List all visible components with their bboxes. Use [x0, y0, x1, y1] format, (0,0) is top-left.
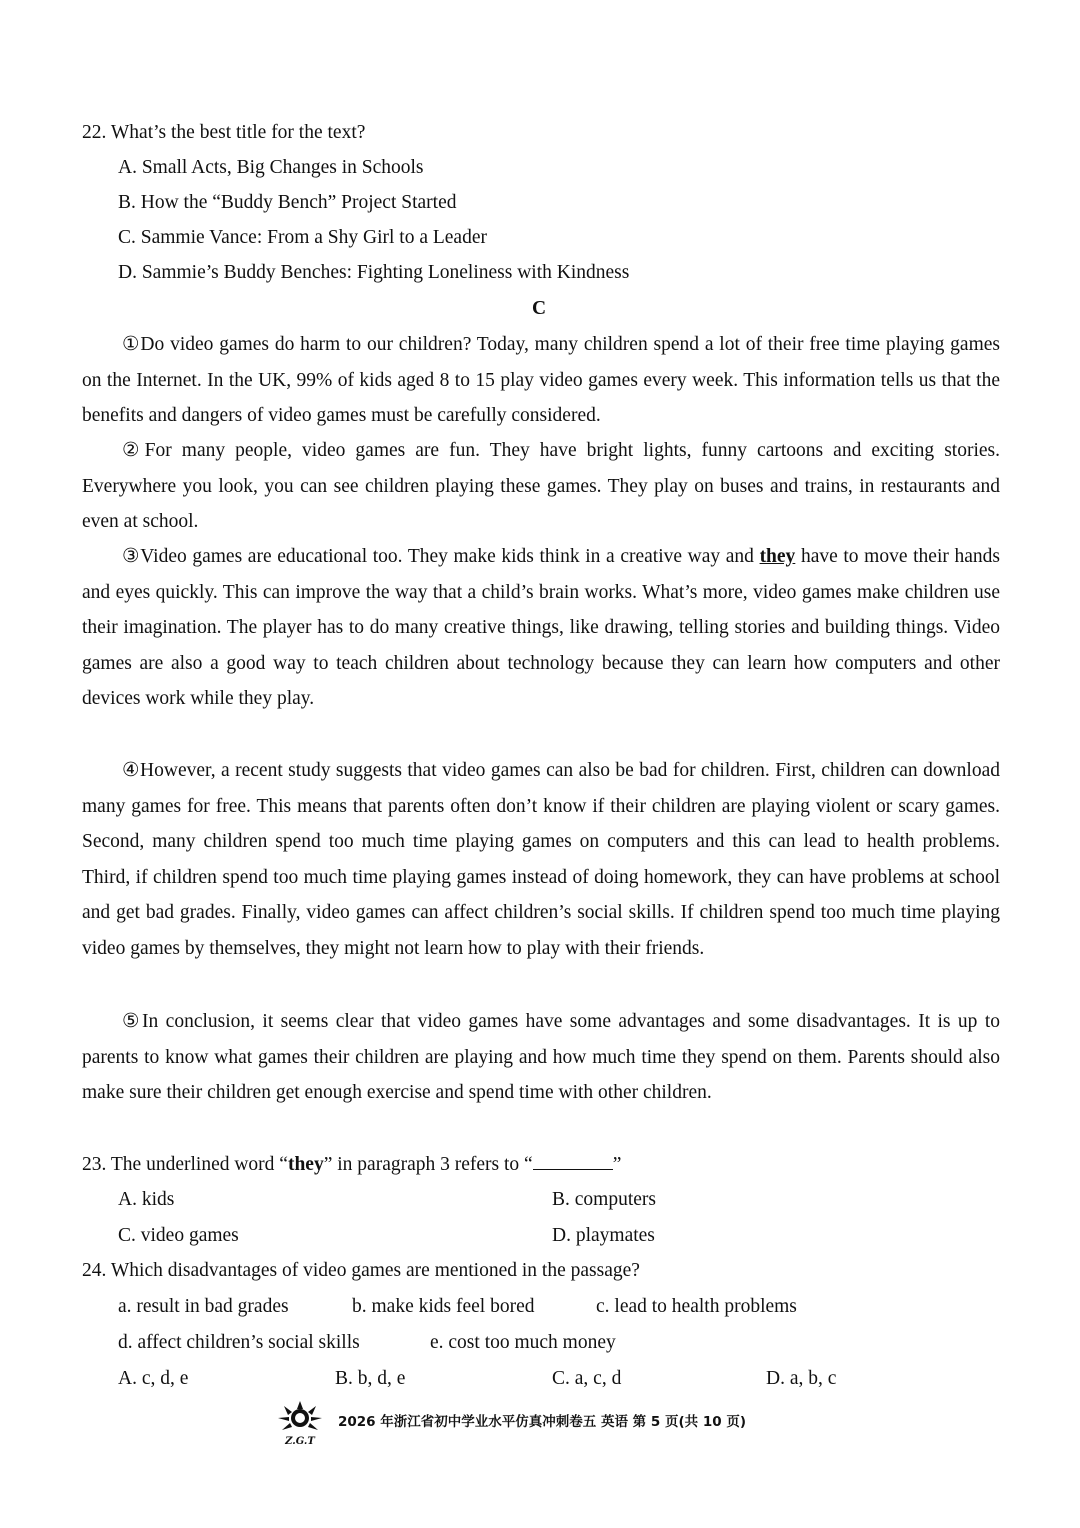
question-24-stem: 24. Which disadvantages of video games are mentioned in the passage? — [82, 1260, 640, 1281]
question-24-item-c: c. lead to health problems — [596, 1296, 797, 1317]
question-23-option-d: D. playmates — [552, 1225, 655, 1246]
paragraph-1: ①Do video games do harm to our children? Today, many children spend a lot of their free time playing games on the Internet. In the UK, 99% of kids aged 8 to 15 play video games every week. This information tells us that the benefits and dangers of video games must be carefully considered. — [82, 334, 1000, 427]
publisher-logo-icon — [270, 1398, 330, 1448]
paragraph-3-text-before: ③Video games are educational too. They make kids think in a creative way and — [122, 546, 760, 567]
question-22-option-d: D. Sammie’s Buddy Benches: Fighting Loneliness with Kindness — [118, 262, 630, 283]
question-24-option-a: A. c, d, e — [118, 1368, 189, 1389]
question-23-keyword: they — [287, 1154, 324, 1175]
paragraph-3 — [82, 539, 1000, 717]
underlined-word-they: they — [759, 546, 796, 567]
question-24-item-d: d. affect children’s social skills — [118, 1332, 360, 1353]
paragraph-5: ⑤In conclusion, it seems clear that video games have some advantages and some disadvantages. It is up to parents to know what games their children are playing and how much time they spend on them. Parents should also make sure their children get enough exercise and spend time with other children. — [82, 1011, 1000, 1104]
question-24-option-d: D. a, b, c — [766, 1368, 837, 1389]
question-22-stem: 22. What’s the best title for the text? — [82, 122, 366, 143]
paragraph-3-text-after: have to move their hands and eyes quickly. This can improve the way that a child’s brain works. What’s more, video games make children use their imagination. The player has to do many creative things, like drawing, telling stories and building things. Video games are also a good way to teach children about technology because they can learn how computers and other devices work while they play. — [82, 546, 1001, 710]
question-23-stem-end: ” — [612, 1154, 622, 1175]
question-24-item-a: a. result in bad grades — [118, 1296, 289, 1317]
paragraph-4: ④However, a recent study suggests that video games can also be bad for children. First, children can download many games for free. This means that parents often don’t know if their children are playing violent or scary games. Second, many children spend too much time playing games on computers and this can lead to health problems. Third, if children spend too much time playing games instead of doing homework, they can have problems at school and get bad grades. Finally, video games can affect children’s social skills. If children spend too much time playing video games by themselves, they might not learn how to play with their friends. — [82, 760, 1000, 959]
question-24-item-e: e. cost too much money — [430, 1332, 616, 1353]
question-24-option-b: B. b, d, e — [335, 1368, 406, 1389]
question-24-item-b: b. make kids feel bored — [352, 1296, 535, 1317]
question-23-stem — [82, 1153, 621, 1176]
question-23-stem-mid: ” in paragraph 3 refers to “ — [323, 1154, 533, 1175]
question-23-stem-start: 23. The underlined word “ — [82, 1154, 288, 1175]
section-heading: C — [532, 298, 547, 319]
question-23-option-c: C. video games — [118, 1225, 239, 1246]
footer-page-info: 2026 年浙江省初中学业水平仿真冲刺卷五 英语 第 5 页(共 10 页) — [338, 1414, 746, 1430]
answer-blank — [533, 1153, 613, 1170]
question-22-option-c: C. Sammie Vance: From a Shy Girl to a Leader — [118, 227, 487, 248]
question-23-option-b: B. computers — [552, 1189, 656, 1210]
question-23-option-a: A. kids — [118, 1189, 175, 1210]
question-24-option-c: C. a, c, d — [552, 1368, 622, 1389]
page-footer — [270, 1398, 830, 1448]
question-22-option-b: B. How the “Buddy Bench” Project Started — [118, 192, 457, 213]
question-22-option-a: A. Small Acts, Big Changes in Schools — [118, 157, 424, 178]
paragraph-2: ②For many people, video games are fun. They have bright lights, funny cartoons and exciting stories. Everywhere you look, you can see children playing these games. They play on buses and trains, in restaurants and even at school. — [82, 440, 1000, 533]
publisher-logo-text: Z.G.T — [285, 1436, 315, 1447]
